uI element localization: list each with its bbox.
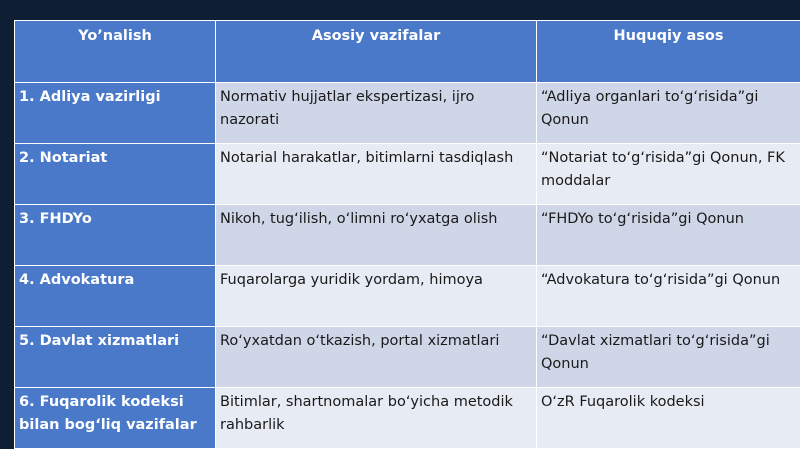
table-row — [15, 266, 800, 327]
table-row — [15, 205, 800, 266]
tasks-cell: Normativ hujjatlar ekspertizasi, ijro nazorati — [216, 83, 537, 144]
table-row — [15, 144, 800, 205]
tasks-cell: Nikoh, tug‘ilish, o‘limni ro‘yxatga olish — [216, 205, 537, 266]
basis-cell: “Advokatura to‘g‘risida”gi Qonun — [537, 266, 800, 327]
header-tasks: Asosiy vazifalar — [216, 21, 537, 83]
basis-cell: “Notariat to‘g‘risida”gi Qonun, FK moddalar — [537, 144, 800, 205]
tasks-cell: Bitimlar, shartnomalar bo‘yicha metodik rahbarlik — [216, 388, 537, 449]
table-row — [15, 388, 800, 449]
direction-cell: 5. Davlat xizmatlari — [15, 327, 216, 388]
table-header-row — [15, 21, 800, 83]
direction-cell: 3. FHDYo — [15, 205, 216, 266]
table-row — [15, 83, 800, 144]
basis-cell: O‘zR Fuqarolik kodeksi — [537, 388, 800, 449]
duties-table — [14, 20, 800, 449]
header-legal-basis: Huquqiy asos — [537, 21, 800, 83]
tasks-cell: Fuqarolarga yuridik yordam, himoya — [216, 266, 537, 327]
header-direction: Yo’nalish — [15, 21, 216, 83]
tasks-cell: Ro‘yxatdan o‘tkazish, portal xizmatlari — [216, 327, 537, 388]
direction-cell: 4. Advokatura — [15, 266, 216, 327]
direction-cell: 1. Adliya vazirligi — [15, 83, 216, 144]
tasks-cell: Notarial harakatlar, bitimlarni tasdiqlash — [216, 144, 537, 205]
basis-cell: “Davlat xizmatlari to‘g‘risida”gi Qonun — [537, 327, 800, 388]
table-row — [15, 327, 800, 388]
direction-cell: 6. Fuqarolik kodeksi bilan bog‘liq vazifalar — [15, 388, 216, 449]
basis-cell: “FHDYo to‘g‘risida”gi Qonun — [537, 205, 800, 266]
direction-cell: 2. Notariat — [15, 144, 216, 205]
basis-cell: “Adliya organlari to‘g‘risida”gi Qonun — [537, 83, 800, 144]
